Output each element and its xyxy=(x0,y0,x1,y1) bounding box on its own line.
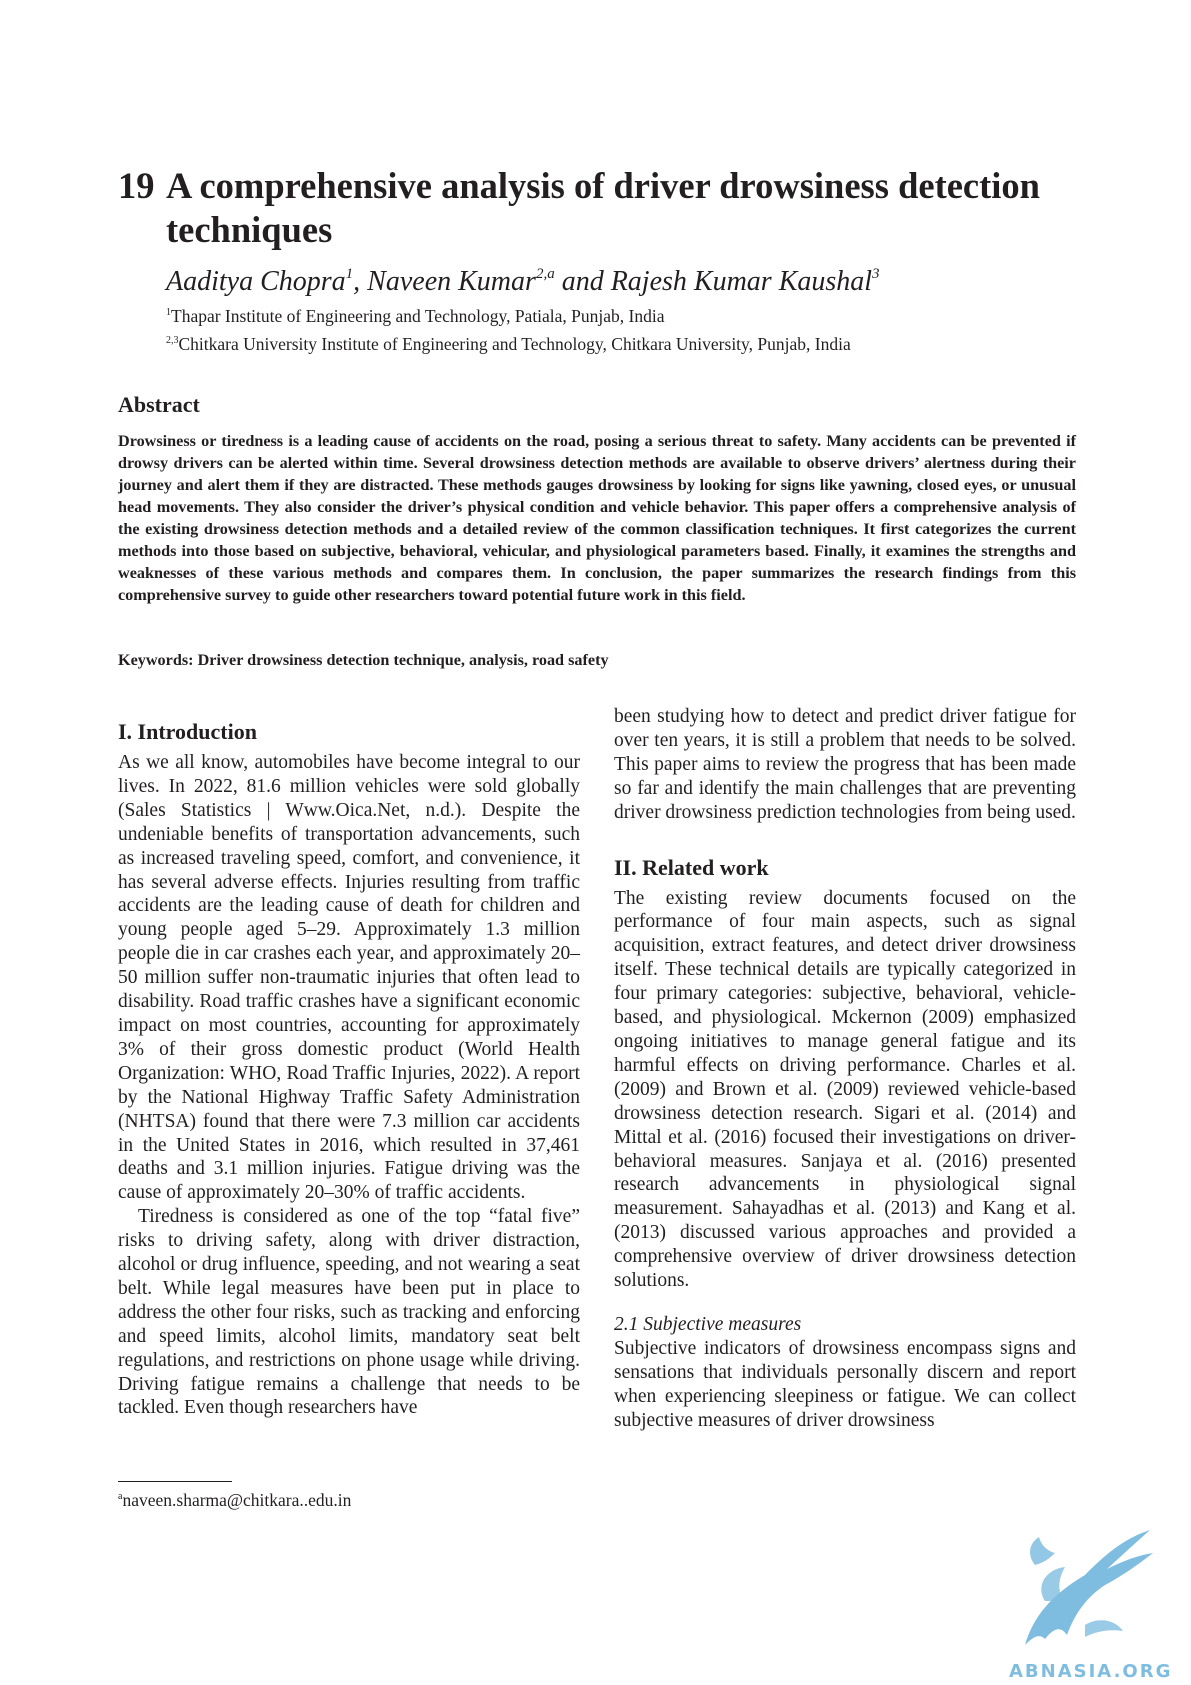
author-1: Aaditya Chopra xyxy=(166,266,346,297)
author-3-affil-mark: 3 xyxy=(872,266,880,282)
section-heading-introduction: I. Introduction xyxy=(118,719,257,744)
abstract-text: Drowsiness or tiredness is a leading cause of accidents on the road, posing a serious threat to safety. Many accidents can be prevented if drowsy drivers can be alerted within time. Several drowsiness detection methods are available to observe drivers’ alertness during their journey and alert them if they are distracted. These methods gauges drowsiness by looking for signs like yawning, closed eyes, or unusual head movements. They also consider the driver’s physical condition and vehicle behavior. This paper offers a comprehensive analysis of the existing drowsiness detection methods and a detailed review of the common classification techniques. It first categorizes the current methods into those based on subjective, behavioral, vehicular, and physiological parameters based. Finally, it examines the strengths and weaknesses of these various methods and compares them. In conclusion, the paper summarizes the research findings from this comprehensive survey to guide other researchers toward potential future work in this field. xyxy=(118,432,1076,604)
affiliation-1 xyxy=(166,306,665,327)
right-column xyxy=(614,705,1076,1432)
footnote-divider xyxy=(118,1481,232,1482)
affiliation-mark: 2,3 xyxy=(166,335,179,346)
abstract-heading: Abstract xyxy=(118,392,200,417)
footnote xyxy=(118,1490,351,1511)
author-1-affil-mark: 1 xyxy=(345,266,354,282)
title-line-1 xyxy=(118,164,1078,208)
paragraph: Subjective indicators of drowsiness encompass signs and sensations that individuals personally discern and report when experiencing sleepiness or fatigue. We can collect subjective measures of driver drowsiness xyxy=(614,1337,1076,1431)
title-text-1: A comprehensive analysis of driver drowsiness detection xyxy=(166,165,1040,206)
author-3: Rajesh Kumar Kaushal xyxy=(610,266,873,297)
watermark-text: ABNASIA.ORG xyxy=(1009,1661,1173,1682)
chapter-number: 19 xyxy=(118,165,155,206)
affiliation-text: Thapar Institute of Engineering and Technology, Patiala, Punjab, India xyxy=(171,306,665,326)
title-line-2: techniques xyxy=(166,209,333,250)
footnote-mark: a xyxy=(118,1491,123,1502)
watermark-logo xyxy=(1005,1505,1173,1685)
paragraph: Tiredness is considered as one of the top “fatal five” risks to driving safety, along with driver distraction, alcohol or drug influence, speeding, and not wearing a seat belt. While legal measures have been put in place to address the other four risks, such as tracking and enforcing and speed limits, alcohol limits, mandatory seat belt regulations, and restrictions on phone usage while driving. Driving fatigue remains a challenge that needs to be tackled. Even though researchers have xyxy=(118,1206,580,1419)
subsection-heading: 2.1 Subjective measures xyxy=(614,1313,802,1335)
author-list xyxy=(166,266,880,298)
author-separator: , xyxy=(353,266,368,297)
footnote-email[interactable]: naveen.sharma@chitkara..edu.in xyxy=(122,1490,352,1510)
griffin-icon xyxy=(1005,1505,1155,1655)
paragraph: As we all know, automobiles have become integral to our lives. In 2022, 81.6 million vehicles were sold globally (Sales Statistics | Www.Oica.Net, n.d.). Despite the undeniable benefits of transportation advancements, such as increased traveling speed, comfort, and convenience, it has several adverse effects. Injuries resulting from traffic accidents are the leading cause of death for children and young people aged 5–29. Approximately 1.3 million people die in car crashes each year, and approximately 20–50 million suffer non-traumatic injuries that often lead to disability. Road traffic crashes have a significant economic impact on most countries, accounting for approximately 3% of their gross domestic product (World Health Organization: WHO, Road Traffic Injuries, 2022). A report by the National Highway Traffic Safety Administration (NHTSA) found that there were 7.3 million car accidents in the United States in 2016, which resulted in 37,461 deaths and 3.1 million injuries. Fatigue driving was the cause of approximately 20–30% of traffic accidents. xyxy=(118,752,580,1204)
author-2: Naveen Kumar xyxy=(367,266,536,297)
paragraph: The existing review documents focused on the performance of four main aspects, such as signal acquisition, extract features, and detect driver drowsiness itself. These technical details are typically categorized in four primary categories: subjective, behavioral, vehicle-based, and physiological. Mckernon (2009) emphasized ongoing initiatives to manage general fatigue and its harmful effects on driving performance. Charles et al. (2009) and Brown et al. (2009) reviewed vehicle-based drowsiness detection research. Sigari et al. (2014) and Mittal et al. (2016) focused their investigations on driver-behavioral measures. Sanjaya et al. (2016) presented research advancements in physiological signal measurement. Sahayadhas et al. (2013) and Kang et al. (2013) discussed various approaches and provided a comprehensive overview of driver drowsiness detection solutions. xyxy=(614,887,1076,1292)
author-separator: and xyxy=(554,266,611,297)
author-2-affil-mark: 2,a xyxy=(535,266,555,282)
left-column xyxy=(118,717,580,1420)
chapter-title xyxy=(118,164,1078,252)
affiliation-mark: 1 xyxy=(166,307,171,318)
section-heading-related-work: II. Related work xyxy=(614,854,769,880)
affiliation-text: Chitkara University Institute of Engineering and Technology, Chitkara University, Punjab, India xyxy=(178,334,851,354)
keywords: Keywords: Driver drowsiness detection technique, analysis, road safety xyxy=(118,651,609,669)
paragraph: been studying how to detect and predict driver fatigue for over ten years, it is still a problem that needs to be solved. This paper aims to review the progress that has been made so far and identify the main challenges that are preventing driver drowsiness prediction technologies from being used. xyxy=(614,706,1076,823)
affiliation-2 xyxy=(166,334,851,355)
